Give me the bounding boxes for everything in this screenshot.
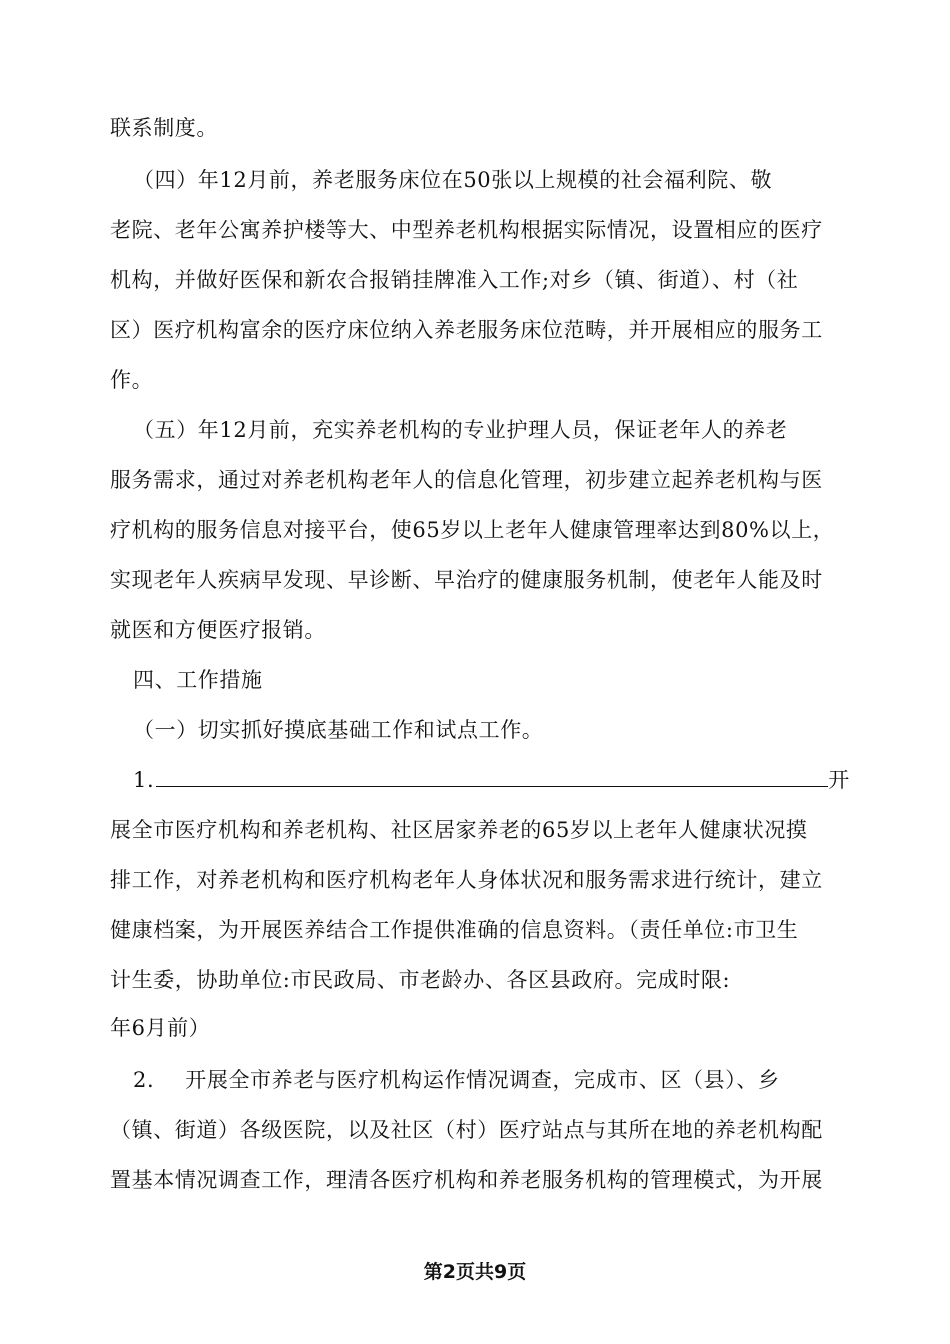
paragraph-line: 置基本情况调查工作，理清各医疗机构和养老服务机构的管理模式，为开展 bbox=[110, 1168, 823, 1192]
paragraph-line: 展全市医疗机构和养老机构、社区居家养老的65岁以上老年人健康状况摸 bbox=[110, 818, 808, 842]
subsection-heading: （一）切实抓好摸底基础工作和试点工作。 bbox=[133, 718, 544, 742]
paragraph-line: 机构，并做好医保和新农合报销挂牌准入工作;对乡（镇、街道）、村（社 bbox=[110, 268, 799, 292]
paragraph-line: 作。 bbox=[110, 368, 154, 392]
paragraph-line: 实现老年人疾病早发现、早诊断、早治疗的健康服务机制，使老年人能及时 bbox=[110, 568, 823, 592]
paragraph-line: （四）年12月前，养老服务床位在50张以上规模的社会福利院、敬 bbox=[133, 168, 773, 192]
paragraph-line: 年6月前） bbox=[110, 1016, 211, 1040]
item-number: 1. bbox=[133, 768, 155, 792]
paragraph-line: 联系制度。 bbox=[110, 116, 218, 140]
paragraph-line: （五）年12月前，充实养老机构的专业护理人员，保证老年人的养老 bbox=[133, 418, 788, 442]
numbered-item-line bbox=[133, 1067, 780, 1093]
paragraph-line: （镇、街道）各级医院，以及社区（村）医疗站点与其所在地的养老机构配 bbox=[110, 1118, 823, 1142]
paragraph-line: 就医和方便医疗报销。 bbox=[110, 618, 326, 642]
numbered-item-line bbox=[133, 767, 850, 793]
paragraph-line: 区）医疗机构富余的医疗床位纳入养老服务床位范畴，并开展相应的服务工 bbox=[110, 318, 823, 342]
section-heading: 四、工作措施 bbox=[133, 668, 263, 692]
page-number-footer: 第2页共9页 bbox=[423, 1261, 527, 1283]
item-continuation: 开 bbox=[828, 768, 850, 792]
paragraph-line: 排工作，对养老机构和医疗机构老年人身体状况和服务需求进行统计，建立 bbox=[110, 868, 823, 892]
fill-in-blank bbox=[156, 768, 828, 787]
item-text: 开展全市养老与医疗机构运作情况调查，完成市、区（县）、乡 bbox=[185, 1068, 780, 1092]
item-number: 2. bbox=[133, 1068, 155, 1092]
paragraph-line: 计生委，协助单位:市民政局、市老龄办、各区县政府。完成时限: bbox=[110, 968, 731, 992]
paragraph-line: 老院、老年公寓养护楼等大、中型养老机构根据实际情况，设置相应的医疗 bbox=[110, 218, 823, 242]
paragraph-line: 健康档案，为开展医养结合工作提供准确的信息资料。（责任单位:市卫生 bbox=[110, 918, 799, 942]
paragraph-line: 服务需求，通过对养老机构老年人的信息化管理，初步建立起养老机构与医 bbox=[110, 468, 823, 492]
paragraph-line: 疗机构的服务信息对接平台，使65岁以上老年人健康管理率达到80%以上， bbox=[110, 518, 835, 542]
